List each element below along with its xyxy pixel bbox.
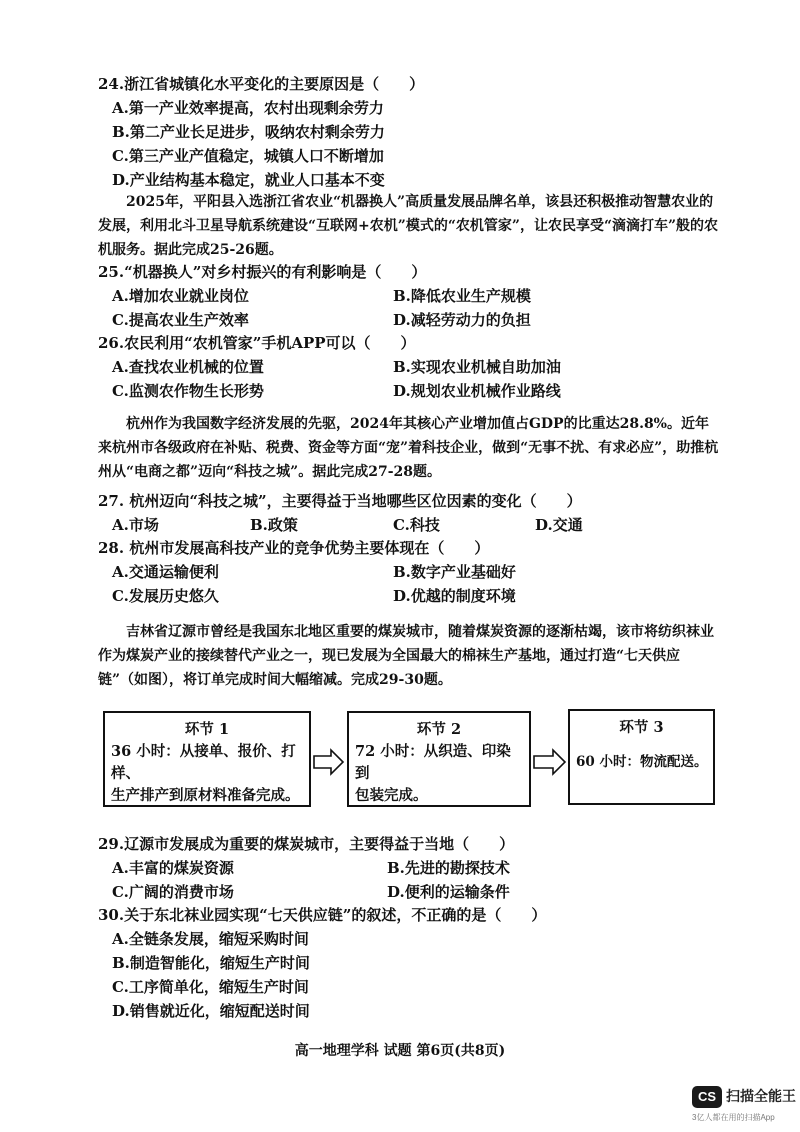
q24-option-b: B.第二产业长足进步，吸纳农村剩余劳力 (112, 123, 385, 141)
q29-option-c: C.广阔的消费市场 (112, 883, 234, 901)
q24-option-c: C.第三产业产值稳定，城镇人口不断增加 (112, 147, 384, 165)
material-25-26: 2025年，平阳县入选浙江省农业“机器换人”高质量发展品牌名单，该县还积极推动智慧农业的发展，利用北斗卫星导航系统建设“互联网+农机”模式的“农机管家”，让农民享受“滴滴打车”般的农机服务。据此完成25-26题。 (98, 194, 719, 258)
q25-option-b: B.降低农业生产规模 (393, 287, 531, 305)
q24-stem: 24.浙江省城镇化水平变化的主要原因是（ ） (98, 75, 425, 93)
q30-option-c: C.工序简单化，缩短生产时间 (112, 978, 309, 996)
q28-option-d: D.优越的制度环境 (393, 587, 516, 605)
q26-option-a: A.查找农业机械的位置 (112, 358, 264, 376)
flow-step-1-title: 环节 1 (184, 721, 230, 738)
flow-step-1 (103, 711, 311, 807)
flow-arrow-2-icon (533, 748, 567, 776)
q26-option-c: C.监测农作物生长形势 (112, 382, 264, 400)
q28-stem: 28. 杭州市发展高科技产业的竞争优势主要体现在（ ） (98, 539, 490, 557)
q29-option-a: A.丰富的煤炭资源 (112, 859, 234, 877)
flow-step-3-title: 环节 3 (619, 719, 664, 736)
q29-option-b: B.先进的勘探技术 (387, 859, 510, 877)
material-29-30: 吉林省辽源市曾经是我国东北地区重要的煤炭城市，随着煤炭资源的逐渐枯竭，该市将纺织袜业作为煤炭产业的接续替代产业之一，现已发展为全国最大的棉袜生产基地，通过打造“七天供应链”（如图），将订单完成时间大幅缩减。完成29-30题。 (98, 624, 714, 688)
q26-option-b: B.实现农业机械自助加油 (393, 358, 561, 376)
page-footer: 高一地理学科 试题 第6页(共8页) (294, 1043, 506, 1059)
flow-step-2-line1: 72 小时：从织造、印染到 (355, 743, 511, 782)
flow-step-1-line1: 36 小时：从接单、报价、打样、 (111, 743, 296, 782)
q30-option-a: A.全链条发展，缩短采购时间 (112, 930, 309, 948)
q28-option-b: B.数字产业基础好 (393, 563, 516, 581)
material-27-28: 杭州作为我国数字经济发展的先驱，2024年其核心产业增加值占GDP的比重达28.8%。近年来杭州市各级政府在补贴、税费、资金等方面“宠”着科技企业，做到“无事不扰、有求必应”，助推杭州从“电商之都”迈向“科技之城”。据此完成27-28题。 (98, 416, 719, 480)
camscanner-logo-icon: CS (692, 1086, 722, 1108)
q24-option-d: D.产业结构基本稳定，就业人口基本不变 (112, 171, 385, 189)
q27-option-d: D.交通 (535, 516, 583, 534)
q27-option-c: C.科技 (393, 516, 440, 534)
camscanner-tagline: 3亿人都在用的扫描App (692, 1113, 775, 1122)
q26-option-d: D.规划农业机械作业路线 (393, 382, 561, 400)
flow-step-2-title: 环节 2 (416, 721, 462, 738)
q29-option-d: D.便利的运输条件 (387, 883, 510, 901)
q28-option-a: A.交通运输便利 (112, 563, 219, 581)
camscanner-name: 扫描全能王 (726, 1088, 796, 1104)
flow-step-3-line1: 60 小时：物流配送。 (576, 754, 708, 770)
q30-option-d: D.销售就近化，缩短配送时间 (112, 1002, 310, 1020)
q29-stem: 29.辽源市发展成为重要的煤炭城市，主要得益于当地（ ） (98, 835, 515, 853)
flow-arrow-1-icon (313, 748, 345, 776)
q25-option-d: D.减轻劳动力的负担 (393, 311, 531, 329)
flow-step-2 (347, 711, 531, 807)
q25-option-a: A.增加农业就业岗位 (112, 287, 249, 305)
q27-option-a: A.市场 (112, 516, 159, 534)
q28-option-c: C.发展历史悠久 (112, 587, 219, 605)
q27-option-b: B.政策 (250, 516, 298, 534)
flow-step-2-line2: 包装完成。 (355, 787, 428, 804)
q27-stem: 27. 杭州迈向“科技之城”，主要得益于当地哪些区位因素的变化（ ） (98, 492, 582, 510)
flow-step-1-line2: 生产排产到原材料准备完成。 (111, 787, 300, 804)
q30-stem: 30.关于东北袜业园实现“七天供应链”的叙述，不正确的是（ ） (98, 906, 547, 924)
q26-stem: 26.农民利用“农机管家”手机APP可以（ ） (98, 334, 416, 352)
flow-step-3 (568, 709, 715, 805)
q30-option-b: B.制造智能化，缩短生产时间 (112, 954, 310, 972)
q24-option-a: A.第一产业效率提高，农村出现剩余劳力 (112, 99, 384, 117)
q25-option-c: C.提高农业生产效率 (112, 311, 249, 329)
q25-stem: 25.“机器换人”对乡村振兴的有利影响是（ ） (98, 263, 427, 281)
